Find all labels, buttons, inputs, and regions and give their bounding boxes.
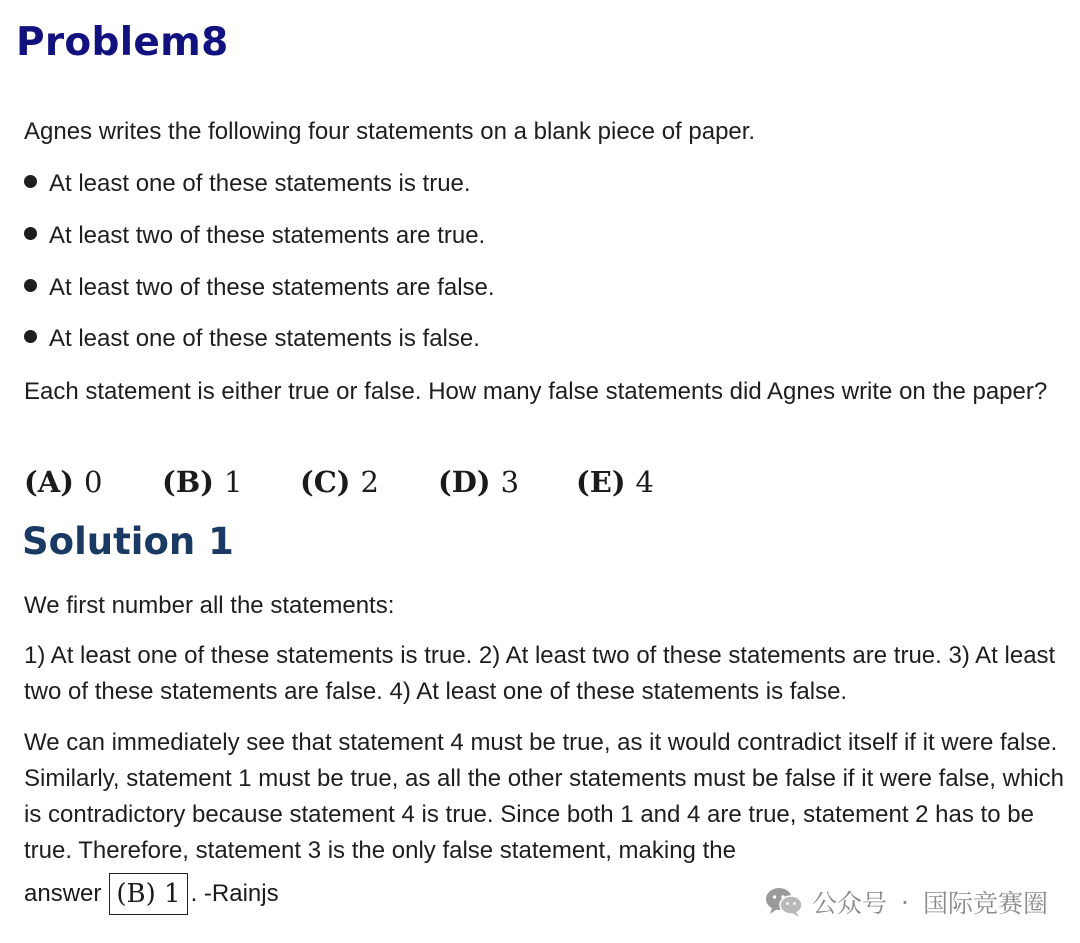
problem-question: Each statement is either true or false. How many false statements did Agnes write on the paper? [24, 378, 1048, 405]
choice-c [300, 462, 438, 502]
solution-paragraph: We first number all the statements: [24, 592, 395, 619]
choice-value: 2 [360, 465, 379, 499]
choice-b [162, 462, 300, 502]
choice-value: 3 [500, 465, 520, 499]
bullet-text: At least one of these statements is true. [49, 170, 471, 197]
answer-suffix: . -Rainjs [190, 880, 279, 907]
watermark [764, 884, 1048, 920]
answer-line [24, 872, 279, 916]
choice-letter: (E) [576, 465, 626, 499]
choice-value: 1 [223, 465, 243, 499]
bullet-item [24, 270, 495, 306]
boxed-answer: (B) 1 [109, 873, 187, 915]
choice-d [438, 462, 576, 502]
choice-e [576, 462, 714, 502]
problem-title: Problem8 [16, 20, 229, 65]
bullet-text: At least two of these statements are false. [49, 274, 495, 301]
problem-intro: Agnes writes the following four statements on a blank piece of paper. [24, 118, 756, 145]
bullet-dot-icon [24, 330, 37, 343]
bullet-text: At least one of these statements is false. [49, 325, 480, 352]
choice-letter: (B) [162, 465, 214, 499]
bullet-dot-icon [24, 227, 37, 240]
solution-paragraph: We can immediately see that statement 4 must be true, as it would contradict itself if it were false. Similarly, statement 1 must be true, as all the other statements must be false if it were false, which is contradictory because statement 4 is true. Since both 1 and 4 are true, statement 2 has to be true. Therefore, statement 3 is the only false statement, making the [24, 729, 1064, 864]
choice-a [24, 462, 162, 502]
answer-prefix: answer [24, 880, 102, 907]
watermark-name: 国际竞赛圈 [922, 889, 1048, 918]
bullet-item [24, 218, 485, 254]
bullet-dot-icon [24, 175, 37, 188]
wechat-icon [764, 886, 804, 918]
watermark-separator: · [901, 887, 909, 917]
solution-paragraph: 1) At least one of these statements is true. 2) At least two of these statements are true. 3) At least two of these statements are false. 4) At least one of these statements is false. [24, 642, 1056, 705]
bullet-dot-icon [24, 279, 37, 292]
bullet-item [24, 166, 471, 202]
bullet-item [24, 321, 480, 357]
watermark-label: 公众号 [812, 889, 888, 918]
answer-choices [24, 462, 714, 502]
choice-letter: (A) [24, 465, 74, 499]
choice-value: 0 [83, 465, 103, 499]
choice-value: 4 [635, 465, 654, 499]
solution-title: Solution 1 [22, 520, 234, 563]
bullet-text: At least two of these statements are true. [49, 222, 486, 249]
choice-letter: (C) [300, 465, 351, 499]
choice-letter: (D) [438, 465, 491, 499]
